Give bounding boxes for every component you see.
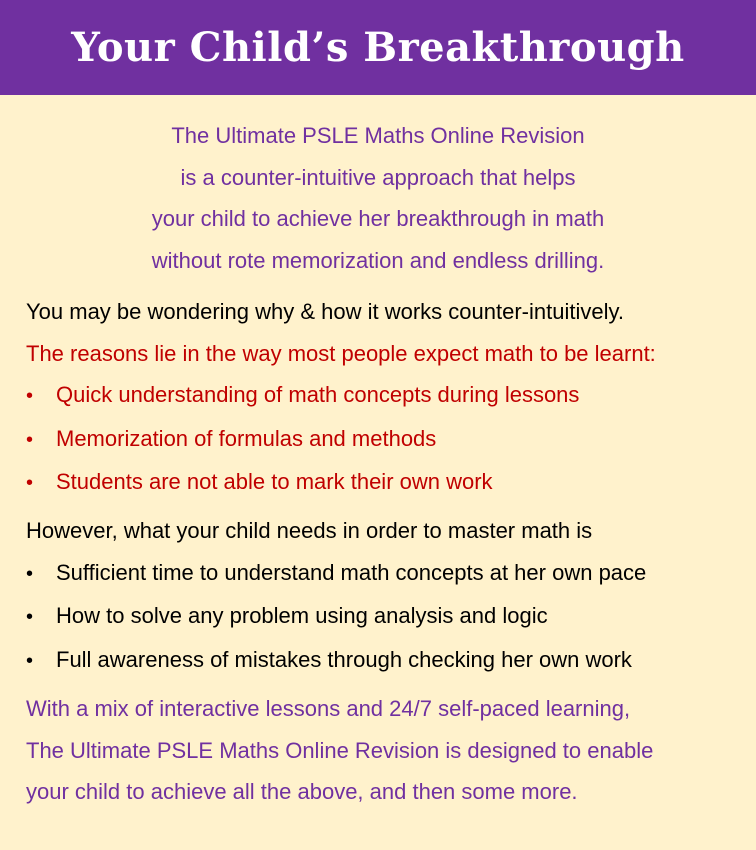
page-title: Your Child’s Breakthrough [71,23,685,71]
bullet-icon: • [26,606,34,629]
intro-line: without rote memorization and endless drilling. [151,247,605,273]
needs-section [26,510,746,682]
expectations-lead: You may be wondering why & how it works counter-intuitively. [26,299,624,324]
list-item-text: Students are not able to mark their own work [56,469,493,495]
expectations-list-item [26,418,746,462]
bullet-icon: • [26,649,34,672]
intro-line: The Ultimate PSLE Maths Online Revision [171,123,585,148]
needs-list-item [26,639,746,683]
needs-heading: However, what your child needs in order to master math is [26,518,593,543]
intro-line: your child to achieve her breakthrough in math [151,206,605,231]
list-item-text: Sufficient time to understand math concepts at her own pace [56,559,647,585]
expectations-list-item [26,461,746,505]
list-item-text: Full awareness of mistakes through checking her own work [56,646,632,672]
list-item-text: Quick understanding of math concepts during lessons [56,382,580,408]
closing-line: The Ultimate PSLE Maths Online Revision is designed to enable [26,737,654,763]
closing-line: your child to achieve all the above, and then some more. [26,779,578,805]
needs-list-item [26,595,746,639]
list-item-text: How to solve any problem using analysis and logic [56,603,548,629]
list-item-text: Memorization of formulas and methods [56,425,437,451]
bullet-icon: • [26,562,34,585]
title-banner [0,0,756,95]
closing-line: With a mix of interactive lessons and 24/7 self-paced learning, [26,696,631,721]
bullet-icon: • [26,385,34,408]
bullet-icon: • [26,428,34,451]
bullet-icon: • [26,472,34,495]
expectations-list-item [26,374,746,418]
closing-paragraph [26,688,746,813]
needs-list-item [26,552,746,596]
expectations-section [26,291,746,505]
intro-paragraph [0,115,756,281]
intro-line: is a counter-intuitive approach that helps [180,164,576,190]
expectations-heading: The reasons lie in the way most people expect math to be learnt: [26,340,656,366]
